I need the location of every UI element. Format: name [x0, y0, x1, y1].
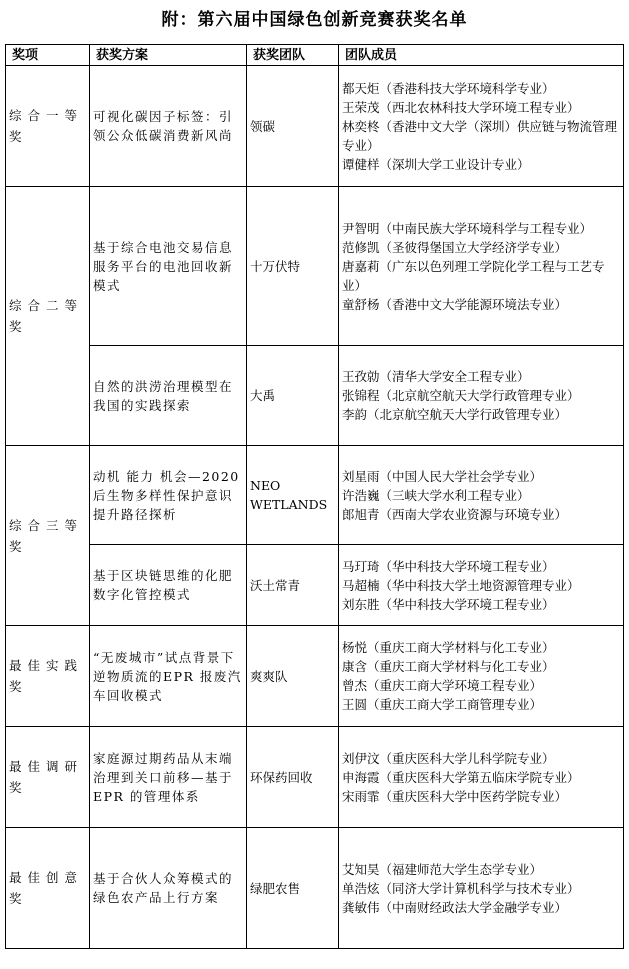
- member: 艾知昊（福建师范大学生态学专业）: [342, 861, 543, 877]
- members-cell: [339, 727, 624, 828]
- category-cell: 综合二等奖: [6, 187, 90, 446]
- team-cell: 爽爽队: [247, 626, 339, 727]
- member: 申海霞（重庆医科大学第五临床学院专业）: [342, 769, 580, 785]
- table-header-row: [6, 45, 624, 66]
- member: 张锦程（北京航空航天大学行政管理专业）: [342, 388, 580, 403]
- team-cell: 沃土常青: [247, 545, 339, 626]
- member: 郎旭青（西南大学农业资源与环境专业）: [342, 506, 568, 522]
- team-cell: 绿肥农售: [247, 828, 339, 949]
- member: 李韵（北京航空航天大学行政管理专业）: [342, 407, 568, 422]
- table-row: [6, 828, 624, 949]
- member: 王荣茂（西北农林科技大学环境工程专业）: [342, 99, 580, 115]
- member: 林奕柊（香港中文大学（深圳）供应链与物流管理专业）: [342, 118, 618, 153]
- members-cell: [339, 446, 624, 545]
- members-cell: [339, 346, 624, 446]
- member: 王圆（重庆工商大学工商管理专业）: [342, 697, 543, 712]
- category-cell: 最佳调研奖: [6, 727, 90, 828]
- member: 王孜勍（清华大学安全工程专业）: [342, 369, 530, 384]
- member: 马超楠（华中科技大学土地资源管理专业）: [342, 577, 580, 593]
- category-cell: 最佳创意奖: [6, 828, 90, 949]
- document-title: 附：第六届中国绿色创新竞赛获奖名单: [161, 10, 468, 30]
- team-cell: 大禹: [247, 346, 339, 446]
- member: 龚敏伟（中南财经政法大学金融学专业）: [342, 899, 568, 915]
- table-row: [6, 727, 624, 828]
- table-row: [6, 66, 624, 187]
- members-cell: [339, 187, 624, 346]
- table-row: [6, 187, 624, 346]
- plan-cell: 动机 能力 机会—2020 后生物多样性保护意识提升路径探析: [90, 446, 247, 545]
- category-cell: 综合三等奖: [6, 446, 90, 626]
- team-cell: 领碳: [247, 66, 339, 187]
- header-team: 获奖团队: [247, 45, 339, 66]
- plan-cell: 自然的洪涝治理模型在我国的实践探索: [90, 346, 247, 446]
- member: 康含（重庆工商大学材料与化工专业）: [342, 659, 555, 674]
- member: 谭健样（深圳大学工业设计专业）: [342, 156, 530, 172]
- category-cell: 最佳实践奖: [6, 626, 90, 727]
- member: 刘星雨（中国人民大学社会学专业）: [342, 468, 543, 484]
- member: 曾杰（重庆工商大学环境工程专业）: [342, 678, 543, 693]
- table-row: [6, 446, 624, 545]
- plan-cell: 基于合伙人众筹模式的绿色农产品上行方案: [90, 828, 247, 949]
- header-plan: 获奖方案: [90, 45, 247, 66]
- category-cell: 综合一等奖: [6, 66, 90, 187]
- team-cell: 环保药回收: [247, 727, 339, 828]
- plan-cell: “无废城市”试点背景下逆物质流的EPR 报废汽车回收模式: [90, 626, 247, 727]
- header-category: 奖项: [6, 45, 90, 66]
- member: 马玎琦（华中科技大学环境工程专业）: [342, 558, 555, 574]
- members-cell: [339, 626, 624, 727]
- members-cell: [339, 545, 624, 626]
- table-row: [6, 346, 624, 446]
- plan-cell: 可视化碳因子标签：引领公众低碳消费新风尚: [90, 66, 247, 187]
- member: 童舒杨（香港中文大学能源环境法专业）: [342, 296, 568, 312]
- member: 范修凯（圣彼得堡国立大学经济学专业）: [342, 239, 568, 255]
- member: 许浩巍（三峡大学水利工程专业）: [342, 487, 530, 503]
- members-cell: [339, 828, 624, 949]
- member: 唐嘉莉（广东以色列理工学院化学工程与工艺专业）: [342, 258, 605, 293]
- member: 刘东胜（华中科技大学环境工程专业）: [342, 596, 555, 612]
- member: 宋雨霏（重庆医科大学中医药学院专业）: [342, 788, 568, 804]
- plan-cell: 基于区块链思维的化肥数字化管控模式: [90, 545, 247, 626]
- members-cell: [339, 66, 624, 187]
- team-cell: NEO WETLANDS: [247, 446, 339, 545]
- header-members: 团队成员: [339, 45, 624, 66]
- awards-table: [5, 44, 624, 949]
- member: 尹智明（中南民族大学环境科学与工程专业）: [342, 220, 593, 236]
- member: 刘伊汶（重庆医科大学儿科学院专业）: [342, 750, 555, 766]
- table-row: [6, 545, 624, 626]
- member: 单浩炫（同济大学计算机科学与技术专业）: [342, 880, 580, 896]
- plan-cell: 家庭源过期药品从末端治理到关口前移—基于 EPR 的管理体系: [90, 727, 247, 828]
- plan-cell: 基于综合电池交易信息服务平台的电池回收新模式: [90, 187, 247, 346]
- member: 都天炬（香港科技大学环境科学专业）: [342, 80, 555, 96]
- team-cell: 十万伏特: [247, 187, 339, 346]
- member: 杨悦（重庆工商大学材料与化工专业）: [342, 640, 555, 655]
- table-row: [6, 626, 624, 727]
